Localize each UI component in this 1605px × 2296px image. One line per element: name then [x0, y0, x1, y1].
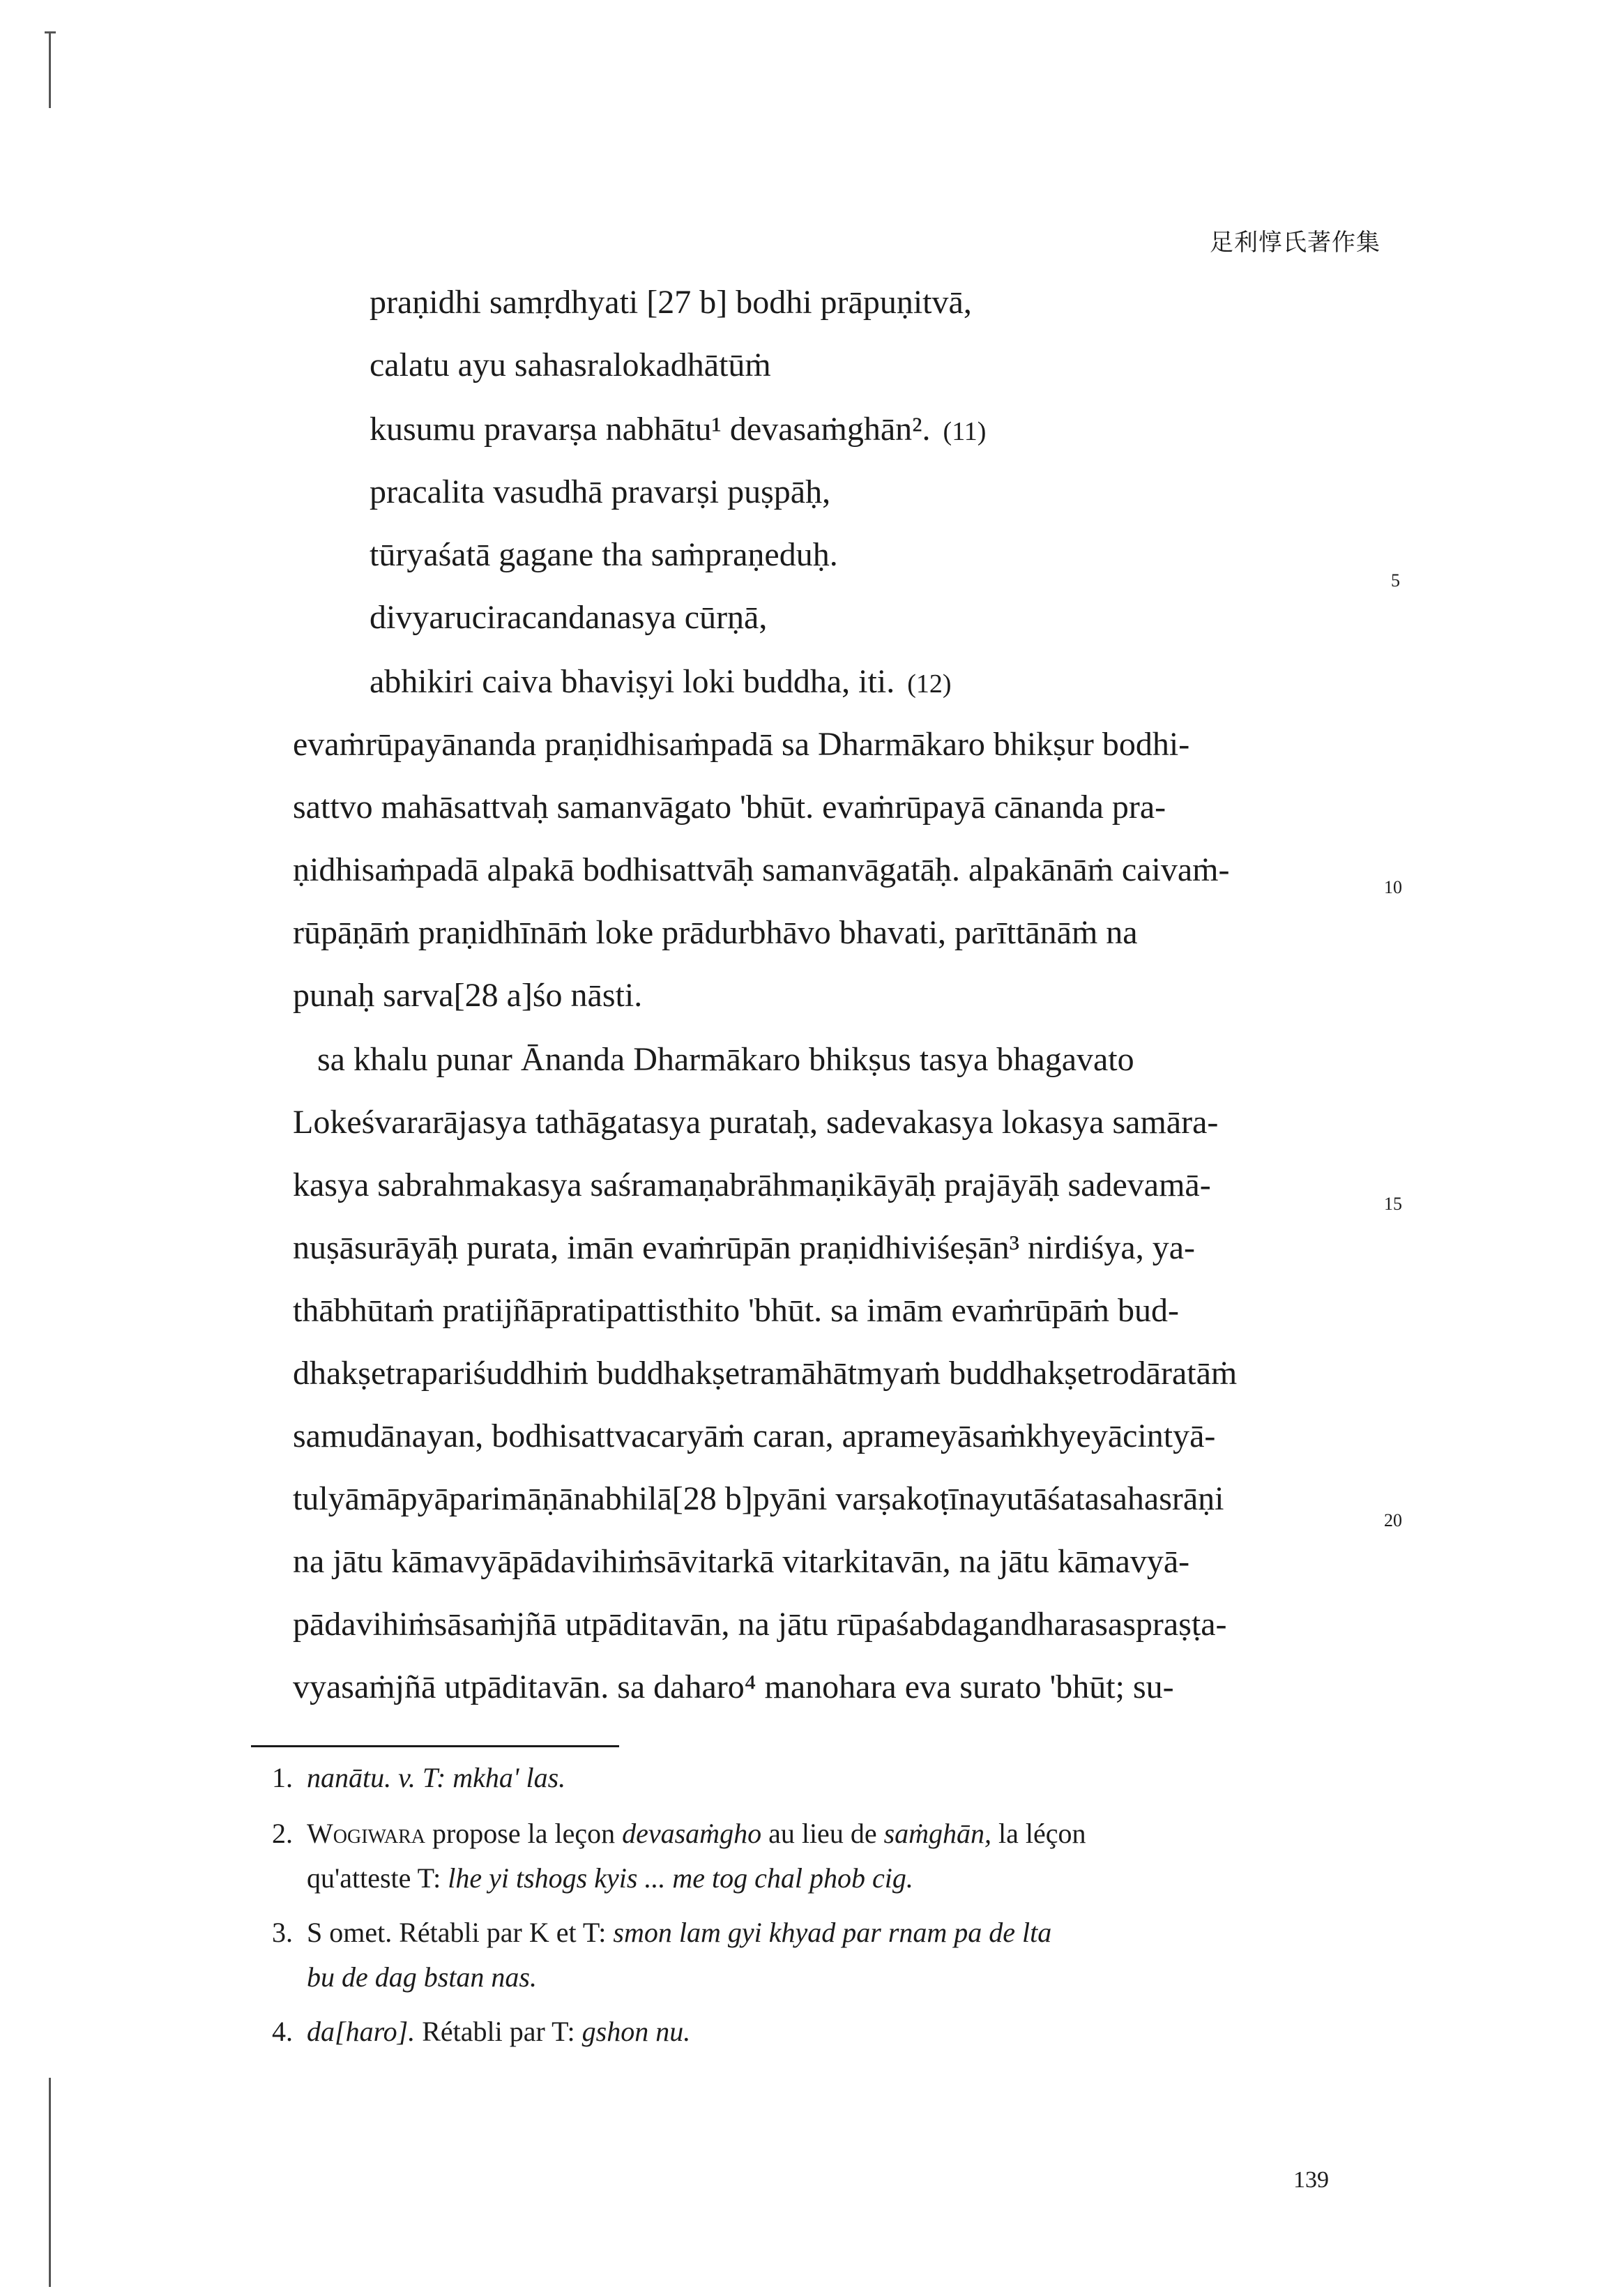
footnote-text — [307, 1820, 1086, 1848]
footnote-fragment: au lieu de — [768, 1818, 877, 1849]
paragraph-line: sattvo mahāsattvaḥ samanvāgato 'bhūt. evaṁrūpayā cānanda pra- — [293, 789, 1166, 826]
author-name: Wogiwara — [307, 1818, 425, 1849]
footnote-fragment: devasaṁgho — [622, 1818, 762, 1849]
footnote-number: 4. — [272, 2016, 293, 2047]
verse-text: kusumu pravarṣa nabhātu¹ devasaṁghān². — [370, 411, 931, 448]
margin-line-number: 10 — [1384, 877, 1402, 897]
paragraph-line: sa khalu punar Ānanda Dharmākaro bhikṣus tasya bhagavato — [317, 1041, 1134, 1078]
footnote-number: 3. — [272, 1917, 293, 1948]
footnote-number: 1. — [272, 1762, 293, 1793]
paragraph-line: tulyāmāpyāparimāṇānabhilā[28 b]pyāni varṣakoṭīnayutāśatasahasrāṇi — [293, 1480, 1224, 1517]
paragraph-line: evaṁrūpayānanda praṇidhisaṁpadā sa Dharmākaro bhikṣur bodhi- — [293, 726, 1190, 763]
paragraph-line: rūpāṇāṁ praṇidhīnāṁ loke prādurbhāvo bhavati, parīttānāṁ na — [293, 914, 1138, 951]
paragraph-line: na jātu kāmavyāpādavihiṁsāvitarkā vitarkitavān, na jātu kāmavyā- — [293, 1543, 1190, 1580]
footnote-fragment: S omet. Rétabli par K et T: — [307, 1917, 607, 1948]
footnote-text-italic: nanātu. v. T: mkha' las. — [307, 1762, 566, 1793]
verse-line: calatu ayu sahasralokadhātūṁ — [370, 347, 771, 383]
footnote-text — [307, 1864, 913, 1892]
page-number: 139 — [1293, 2167, 1329, 2193]
footnote-fragment: Rétabli par T: — [422, 2016, 575, 2047]
footnote-fragment: bu de dag bstan nas. — [307, 1961, 537, 1993]
margin-line-number: 20 — [1384, 1510, 1402, 1530]
footnote-fragment: qu'atteste T: — [307, 1862, 441, 1894]
footnote-fragment: gshon nu. — [581, 2016, 691, 2047]
running-header: 足利惇氏著作集 — [1210, 229, 1380, 257]
verse-line: pracalita vasudhā pravarṣi puṣpāḥ, — [370, 473, 831, 510]
footnote-text — [307, 1919, 1051, 1947]
verse-line: divyaruciracandanasya cūrṇā, — [370, 599, 768, 636]
paragraph-line: pādavihiṁsāsaṁjñā utpāditavān, na jātu rūpaśabdagandharasaspraṣṭa- — [293, 1606, 1227, 1643]
paragraph-line: thābhūtaṁ pratijñāpratipattisthito 'bhūt. sa imām evaṁrūpāṁ bud- — [293, 1292, 1180, 1329]
footnote-fragment: lhe yi tshogs kyis ... me tog chal phob cig. — [448, 1862, 913, 1894]
margin-line-number: 5 — [1391, 570, 1400, 591]
footnote-rule — [251, 1745, 619, 1747]
paragraph-line: punaḥ sarva[28 a]śo nāsti. — [293, 977, 643, 1014]
verse-text: abhikiri caiva bhaviṣyi loki buddha, iti. — [370, 663, 895, 700]
scan-edge-mark — [45, 31, 56, 33]
verse-line — [370, 665, 952, 699]
footnote-text — [307, 2018, 690, 2046]
paragraph-line: nuṣāsurāyāḥ purata, imān evaṁrūpān praṇidhiviśeṣān³ nirdiśya, ya- — [293, 1229, 1195, 1266]
footnote-fragment: propose la leçon — [432, 1818, 616, 1849]
footnote-fragment: la léçon — [998, 1818, 1086, 1849]
footnote-fragment: saṁghān, — [883, 1818, 992, 1849]
verse-line: praṇidhi samṛdhyati [27 b] bodhi prāpuṇitvā, — [370, 284, 972, 321]
footnote-fragment: da[haro]. — [307, 2016, 416, 2047]
footnote-text — [307, 1764, 565, 1792]
margin-line-number: 15 — [1384, 1194, 1402, 1214]
paragraph-line: ṇidhisaṁpadā alpakā bodhisattvāḥ samanvāgatāḥ. alpakānāṁ caivaṁ- — [293, 851, 1230, 888]
paragraph-line: samudānayan, bodhisattvacaryāṁ caran, aprameyāsaṁkhyeyācintyā- — [293, 1417, 1216, 1454]
verse-line — [370, 413, 986, 446]
verse-number-mark: (11) — [943, 417, 987, 446]
paragraph-line: kasya sabrahmakasya saśramaṇabrāhmaṇikāyāḥ prajāyāḥ sadevamā- — [293, 1166, 1211, 1203]
scan-edge-mark — [49, 31, 51, 108]
paragraph-line: dhakṣetrapariśuddhiṁ buddhakṣetramāhātmyaṁ buddhakṣetrodāratāṁ — [293, 1355, 1238, 1392]
paragraph-line: vyasaṁjñā utpāditavān. sa daharo⁴ manohara eva surato 'bhūt; su- — [293, 1668, 1174, 1705]
footnote-text — [307, 1963, 537, 1991]
verse-number-mark: (12) — [907, 669, 952, 699]
scan-edge-mark — [49, 2078, 51, 2287]
verse-line: tūryaśatā gagane tha saṁpraṇeduḥ. — [370, 536, 838, 573]
paragraph-line: Lokeśvararājasya tathāgatasya purataḥ, sadevakasya lokasya samāra- — [293, 1104, 1219, 1141]
footnote-number: 2. — [272, 1818, 293, 1849]
footnote-fragment: smon lam gyi khyad par rnam pa de lta — [613, 1917, 1052, 1948]
